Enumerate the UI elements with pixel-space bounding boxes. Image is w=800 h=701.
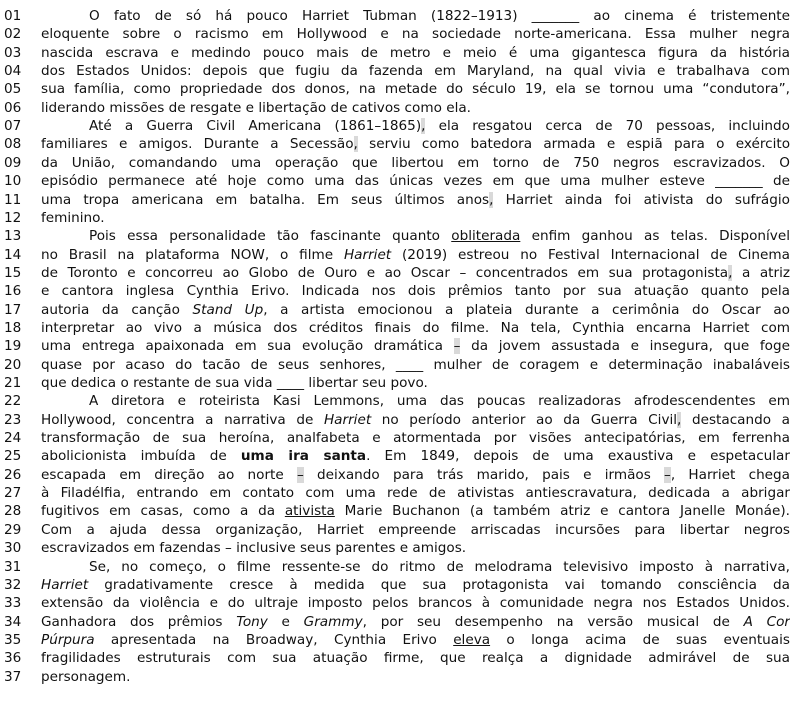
- text-segment: Ganhadora dos prêmios: [41, 613, 237, 630]
- line-text: [41, 154, 790, 172]
- text-line: [0, 594, 800, 612]
- line-text: [41, 99, 790, 117]
- line-number: 28: [4, 503, 22, 520]
- text-segment: escapada em direção ao norte: [41, 466, 297, 483]
- text-segment: uma entrega apaixonada em sua evolução dramática: [41, 338, 454, 355]
- line-text: [41, 209, 790, 227]
- line-text: [41, 62, 790, 80]
- line-text: [41, 319, 790, 337]
- text-segment: abolicionista imbuída de: [41, 448, 241, 465]
- text-segment: de Toronto e concorreu ao Globo de Ouro e ao Oscar – concentrados em sua protagonista: [41, 264, 729, 281]
- text-segment: eloquente sobre o racismo em Hollywood e na sociedade norte-americana. Essa mulher negra: [41, 26, 790, 43]
- line-text: [41, 301, 790, 319]
- text-segment: gradativamente cresce à medida que sua protagonista vai tomando consciência da: [88, 576, 790, 593]
- line-number: 25: [4, 448, 22, 465]
- line-number: 22: [4, 393, 22, 410]
- highlighted-mark: ,: [489, 191, 494, 208]
- line-text: [41, 631, 790, 649]
- text-line: [0, 7, 800, 25]
- text-line: [0, 209, 800, 227]
- text-line: [0, 576, 800, 594]
- line-number: 06: [4, 99, 22, 116]
- text-segment: Stand Up: [192, 301, 264, 318]
- text-segment: Marie Buchanon (a também atriz e cantora Janelle Monáe).: [334, 503, 790, 520]
- line-text: [41, 613, 790, 631]
- text-segment: transformação de sua heroína, analfabeta e atormentada por visões antecipatórias, em ferrenha: [41, 430, 790, 447]
- text-segment: , por seu desempenho na versão musical de: [362, 613, 744, 630]
- line-number: 30: [4, 540, 22, 557]
- line-text: [41, 356, 790, 374]
- text-segment: extensão da violência e do ultraje imposto pelos brancos à comunidade negra nos Estados Unidos.: [41, 595, 790, 612]
- highlighted-mark: ,: [677, 411, 682, 428]
- highlighted-mark: ,: [421, 118, 426, 135]
- line-number: 29: [4, 521, 22, 538]
- text-segment: nascida escrava e medindo pouco mais de metro e meio é uma gigantesca figura da história: [41, 44, 790, 61]
- line-number: 17: [4, 301, 22, 318]
- line-text: [41, 502, 790, 520]
- line-text: [41, 392, 790, 410]
- text-line: [0, 411, 800, 429]
- line-text: [41, 576, 790, 594]
- text-segment: autoria da canção: [41, 301, 193, 318]
- text-segment: dos Estados Unidos: depois que fugiu da fazenda em Maryland, na qual vivia e trabalhava com: [41, 63, 790, 80]
- text-segment: uma tropa americana em batalha. Em seus últimos anos: [41, 191, 490, 208]
- line-number: 31: [4, 558, 22, 575]
- text-segment: o longa acima de suas eventuais: [490, 631, 790, 648]
- line-number: 01: [4, 8, 22, 24]
- line-text: [41, 668, 790, 686]
- text-line: [0, 319, 800, 337]
- text-line: [0, 62, 800, 80]
- text-segment: . Em 1849, depois de uma exaustiva e espetacular: [366, 448, 790, 465]
- line-number: 36: [4, 650, 22, 667]
- text-line: [0, 668, 800, 686]
- highlighted-mark: ,: [728, 264, 733, 281]
- line-number: 23: [4, 411, 22, 428]
- line-number: 05: [4, 81, 22, 98]
- text-segment: a atriz: [732, 264, 790, 281]
- text-segment: e: [267, 613, 304, 630]
- line-text: [41, 558, 790, 576]
- line-text: [41, 484, 790, 502]
- line-text: [41, 135, 790, 153]
- text-segment: uma ira santa: [240, 448, 367, 465]
- text-line: [0, 539, 800, 557]
- line-text: [41, 44, 790, 62]
- line-number: 07: [4, 118, 22, 135]
- line-number: 33: [4, 595, 22, 612]
- text-segment: no período anterior ao da Guerra Civil: [371, 411, 678, 428]
- text-segment: Harriet: [343, 246, 392, 263]
- text-line: [0, 25, 800, 43]
- text-segment: apresentada na Broadway, Cynthia Erivo: [94, 631, 454, 648]
- line-text: [41, 539, 790, 557]
- line-number: 04: [4, 63, 22, 80]
- text-line: [0, 502, 800, 520]
- text-segment: familiares e amigos. Durante a Secessão: [41, 136, 354, 153]
- line-text: [41, 227, 790, 245]
- line-number: 12: [4, 209, 22, 226]
- text-segment: O fato de só há pouco Harriet Tubman (1822–1913) _______ ao cinema é tristemente: [89, 8, 790, 24]
- line-text: [41, 411, 790, 429]
- line-text: [41, 172, 790, 190]
- text-segment: escravizados em fazendas – inclusive seus parentes e amigos.: [41, 540, 467, 557]
- underlined-word: eleva: [453, 631, 491, 648]
- line-text: [41, 117, 790, 135]
- line-text: [41, 282, 790, 300]
- text-segment: à Filadélfia, entrando em contato com uma rede de ativistas antiescravatura, dedicada a abrigar: [41, 485, 790, 502]
- text-line: [0, 521, 800, 539]
- text-segment: quase por acaso do tacão de seus senhores, ____ mulher de coragem e determinação inabaláveis: [41, 356, 790, 373]
- text-segment: fugitivos em casas, como a da: [41, 503, 285, 520]
- text-segment: , Harriet chega: [670, 466, 790, 483]
- line-number: 03: [4, 44, 22, 61]
- line-text: [41, 594, 790, 612]
- highlighted-mark: –: [664, 466, 671, 483]
- line-number: 10: [4, 173, 22, 190]
- highlighted-mark: –: [296, 466, 304, 483]
- text-line: [0, 613, 800, 631]
- text-segment: A diretora e roteirista Kasi Lemmons, uma das poucas realizadoras afrodescendentes em: [89, 393, 790, 410]
- line-number: 08: [4, 136, 22, 153]
- text-line: [0, 392, 800, 410]
- line-text: [41, 649, 790, 667]
- line-text: [41, 7, 790, 25]
- text-segment: deixando para trás marido, pais e irmãos: [303, 466, 665, 483]
- line-number: 34: [4, 613, 22, 630]
- line-text: [41, 191, 790, 209]
- text-segment: episódio permanece até hoje como uma das únicas vezes em que uma mulher esteve _______ de: [41, 173, 790, 190]
- line-number: 15: [4, 264, 22, 281]
- line-number: 27: [4, 485, 22, 502]
- text-segment: serviu como batedora armada e espiã para o exército: [357, 136, 790, 153]
- text-line: [0, 649, 800, 667]
- line-number: 35: [4, 631, 22, 648]
- text-segment: Até a Guerra Civil Americana (1861–1865): [89, 118, 422, 135]
- line-text: [41, 337, 790, 355]
- underlined-word: ativista: [284, 503, 335, 520]
- text-line: [0, 44, 800, 62]
- line-text: [41, 264, 790, 282]
- text-segment: da jovem assustada e insegura, que foge: [460, 338, 790, 355]
- text-segment: fragilidades estruturais com sua atuação firme, que realça a dignidade admirável de sua: [41, 650, 790, 667]
- line-number: 09: [4, 154, 22, 171]
- text-segment: Harriet ainda foi ativista do sufrágio: [493, 191, 790, 208]
- text-segment: Harriet: [323, 411, 372, 428]
- text-line: [0, 374, 800, 392]
- text-segment: no Brasil na plataforma NOW, o filme: [41, 246, 344, 263]
- line-number: 20: [4, 356, 22, 373]
- text-segment: personagem.: [41, 668, 131, 685]
- underlined-word: obliterada: [451, 228, 521, 245]
- text-line: [0, 117, 800, 135]
- text-line: [0, 429, 800, 447]
- text-segment: que dedica o restante de sua vida ____ libertar seu povo.: [41, 375, 428, 391]
- text-line: [0, 154, 800, 172]
- line-number: 26: [4, 466, 22, 483]
- text-segment: Harriet: [41, 576, 89, 593]
- highlighted-mark: –: [453, 338, 461, 355]
- line-text: [41, 80, 790, 98]
- text-line: [0, 631, 800, 649]
- text-line: [0, 356, 800, 374]
- line-text: [41, 466, 790, 484]
- text-line: [0, 447, 800, 465]
- line-text: [41, 521, 790, 539]
- highlighted-mark: ,: [353, 136, 358, 153]
- line-text: [41, 25, 790, 43]
- line-text: [41, 447, 790, 465]
- text-line: [0, 227, 800, 245]
- text-segment: enfim ganhou as telas. Disponível: [520, 228, 790, 245]
- text-line: [0, 558, 800, 576]
- text-segment: feminino.: [41, 209, 105, 226]
- text-line: [0, 99, 800, 117]
- text-segment: liderando missões de resgate e libertação de cativos como ela.: [41, 99, 472, 116]
- text-line: [0, 172, 800, 190]
- text-segment: (2019) estreou no Festival Internacional de Cinema: [391, 246, 790, 263]
- line-text: [41, 429, 790, 447]
- text-line: [0, 191, 800, 209]
- text-segment: Tony: [236, 613, 268, 630]
- text-segment: sua família, como propriedade dos donos, na metade do século 19, ela se tornou uma “condutora”,: [41, 81, 790, 98]
- line-number: 32: [4, 576, 22, 593]
- text-segment: , a artista emocionou a plateia durante a cerimônia do Oscar ao: [263, 301, 790, 318]
- text-segment: interpretar ao vivo a música dos créditos finais do filme. Na tela, Cynthia encarna Harriet com: [41, 319, 790, 336]
- line-number: 16: [4, 283, 22, 300]
- text-line: [0, 264, 800, 282]
- text-segment: da União, comandando uma operação que libertou em torno de 750 negros escravizados. O: [41, 154, 790, 171]
- text-line: [0, 484, 800, 502]
- line-number: 02: [4, 26, 22, 43]
- text-segment: Se, no começo, o filme ressente-se do ritmo de melodrama televisivo imposto à narrativa,: [89, 558, 790, 575]
- text-line: [0, 301, 800, 319]
- line-number: 13: [4, 228, 22, 245]
- text-line: [0, 337, 800, 355]
- line-number: 11: [4, 191, 22, 208]
- text-line: [0, 80, 800, 98]
- line-number: 14: [4, 246, 22, 263]
- line-number: 18: [4, 319, 22, 336]
- line-text: [41, 374, 790, 392]
- text-segment: Púrpura: [41, 631, 95, 648]
- line-text: [41, 246, 790, 264]
- line-number: 21: [4, 375, 22, 391]
- text-segment: Grammy: [303, 613, 363, 630]
- text-segment: destacando a: [681, 411, 790, 428]
- text-segment: ela resgatou cerca de 70 pessoas, incluindo: [425, 118, 790, 135]
- text-line: [0, 135, 800, 153]
- text-segment: Hollywood, concentra a narrativa de: [41, 411, 324, 428]
- text-segment: A Cor: [743, 613, 790, 630]
- line-number: 24: [4, 430, 22, 447]
- line-number: 19: [4, 338, 22, 355]
- text-line: [0, 466, 800, 484]
- text-line: [0, 246, 800, 264]
- text-segment: e cantora inglesa Cynthia Erivo. Indicada nos dois prêmios tanto por sua atuação quanto pela: [41, 283, 790, 300]
- text-segment: Pois essa personalidade tão fascinante quanto: [89, 228, 452, 245]
- text-segment: Com a ajuda dessa organização, Harriet empreende arriscadas incursões para libertar negros: [41, 521, 790, 538]
- text-line: [0, 282, 800, 300]
- line-number: 37: [4, 668, 22, 685]
